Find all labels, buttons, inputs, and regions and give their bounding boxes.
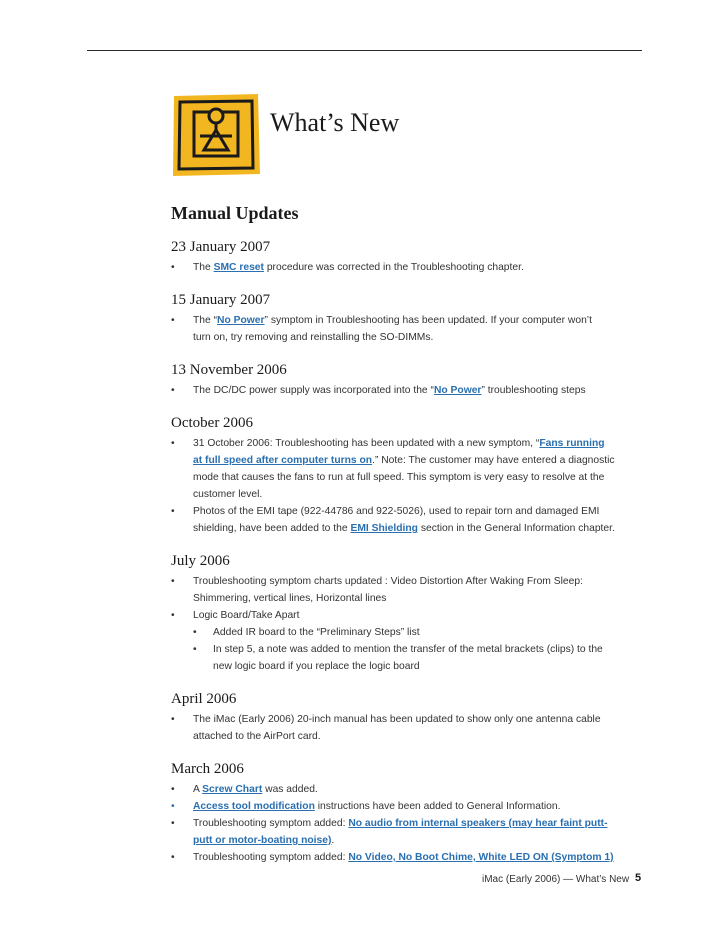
bullet: • <box>171 610 175 621</box>
fans-running-link-cont[interactable]: at full speed after computer turns on <box>193 455 373 466</box>
bullet: • <box>193 627 197 638</box>
bullet: • <box>193 644 197 655</box>
bullet: • <box>171 506 175 517</box>
emi-shielding-link[interactable]: EMI Shielding <box>350 523 418 534</box>
update-entry <box>171 552 651 675</box>
list-item: • Troubleshooting symptom added: No audio from internal speakers (may hear faint putt- putt or motor-boating noise). <box>171 815 651 849</box>
bullet: • <box>171 852 175 863</box>
no-audio-link-cont[interactable]: putt or motor-boating noise) <box>193 835 332 846</box>
no-power-link[interactable]: No Power <box>433 385 482 396</box>
list-item: • The SMC reset procedure was corrected in the Troubleshooting chapter. <box>171 259 651 276</box>
update-date: April 2006 <box>171 691 237 707</box>
fans-running-link[interactable]: Fans running <box>539 438 605 449</box>
no-audio-link[interactable]: No audio from internal speakers (may hear faint putt- <box>348 818 608 829</box>
page-title: What’s New <box>270 108 400 137</box>
list-item: • Logic Board/Take Apart <box>171 607 651 624</box>
update-date: 15 January 2007 <box>171 292 271 308</box>
update-entry <box>171 760 651 866</box>
section-heading: Manual Updates <box>171 203 299 223</box>
no-video-link[interactable]: No Video, No Boot Chime, White LED ON (Symptom 1) <box>348 852 614 863</box>
bullet: • <box>171 801 175 812</box>
list-item: • 31 October 2006: Troubleshooting has been updated with a new symptom, “Fans running at full speed after computer turns on.” Note: The customer may have entered a diagnostic mode that causes the fans to run at full speed. This symptom is very easy to resolve at the customer level. <box>171 435 651 503</box>
screw-chart-link[interactable]: Screw Chart <box>202 784 263 795</box>
list-item: • Access tool modification instructions have been added to General Information. <box>171 798 651 815</box>
top-rule <box>87 50 642 51</box>
update-date: March 2006 <box>171 761 244 777</box>
bullet: • <box>171 576 175 587</box>
update-date: 23 January 2007 <box>171 239 271 255</box>
bullet: • <box>171 262 175 273</box>
bullet: • <box>171 784 175 795</box>
bullet: • <box>171 315 175 326</box>
updates-list <box>171 238 651 881</box>
bullet: • <box>171 438 175 449</box>
update-entry <box>171 238 651 276</box>
list-item: • The DC/DC power supply was incorporated into the “No Power” troubleshooting steps <box>171 382 651 399</box>
page-number: 5 <box>635 872 642 884</box>
smc-reset-link[interactable]: SMC reset <box>213 262 264 273</box>
list-item: • Troubleshooting symptom charts updated : Video Distortion After Waking From Sleep: Shimmering, vertical lines, Horizontal lines <box>171 573 651 607</box>
list-item: • A Screw Chart was added. <box>171 781 651 798</box>
update-date: October 2006 <box>171 415 254 431</box>
page-footer: iMac (Early 2006) — What’s New <box>482 874 630 885</box>
update-entry <box>171 291 651 346</box>
update-entry <box>171 690 651 745</box>
sub-list-item: • In step 5, a note was added to mention the transfer of the metal brackets (clips) to the new logic board if you replace the logic board <box>171 641 651 675</box>
list-item: • Troubleshooting symptom added: No Video, No Boot Chime, White LED ON (Symptom 1) <box>171 849 651 866</box>
bullet: • <box>171 818 175 829</box>
list-item: • The “No Power” symptom in Troubleshooting has been updated. If your computer won’t turn on, try removing and reinstalling the SO-DIMMs. <box>171 312 651 346</box>
no-power-link[interactable]: No Power <box>217 315 265 326</box>
sub-list-item: • Added IR board to the “Preliminary Steps” list <box>171 624 651 641</box>
list-item: • The iMac (Early 2006) 20-inch manual has been updated to show only one antenna cable attached to the AirPort card. <box>171 711 651 745</box>
apple-service-manual-icon <box>170 92 262 178</box>
list-item: • Photos of the EMI tape (922-44786 and 922-5026), used to repair torn and damaged EMI shielding, have been added to the EMI Shielding section in the General Information chapter. <box>171 503 651 537</box>
update-entry <box>171 414 651 537</box>
update-date: 13 November 2006 <box>171 362 287 378</box>
access-tool-modification-link[interactable]: Access tool modification <box>193 801 315 812</box>
update-entry <box>171 361 651 399</box>
bullet: • <box>171 385 175 396</box>
update-date: July 2006 <box>171 553 230 569</box>
bullet: • <box>171 714 175 725</box>
